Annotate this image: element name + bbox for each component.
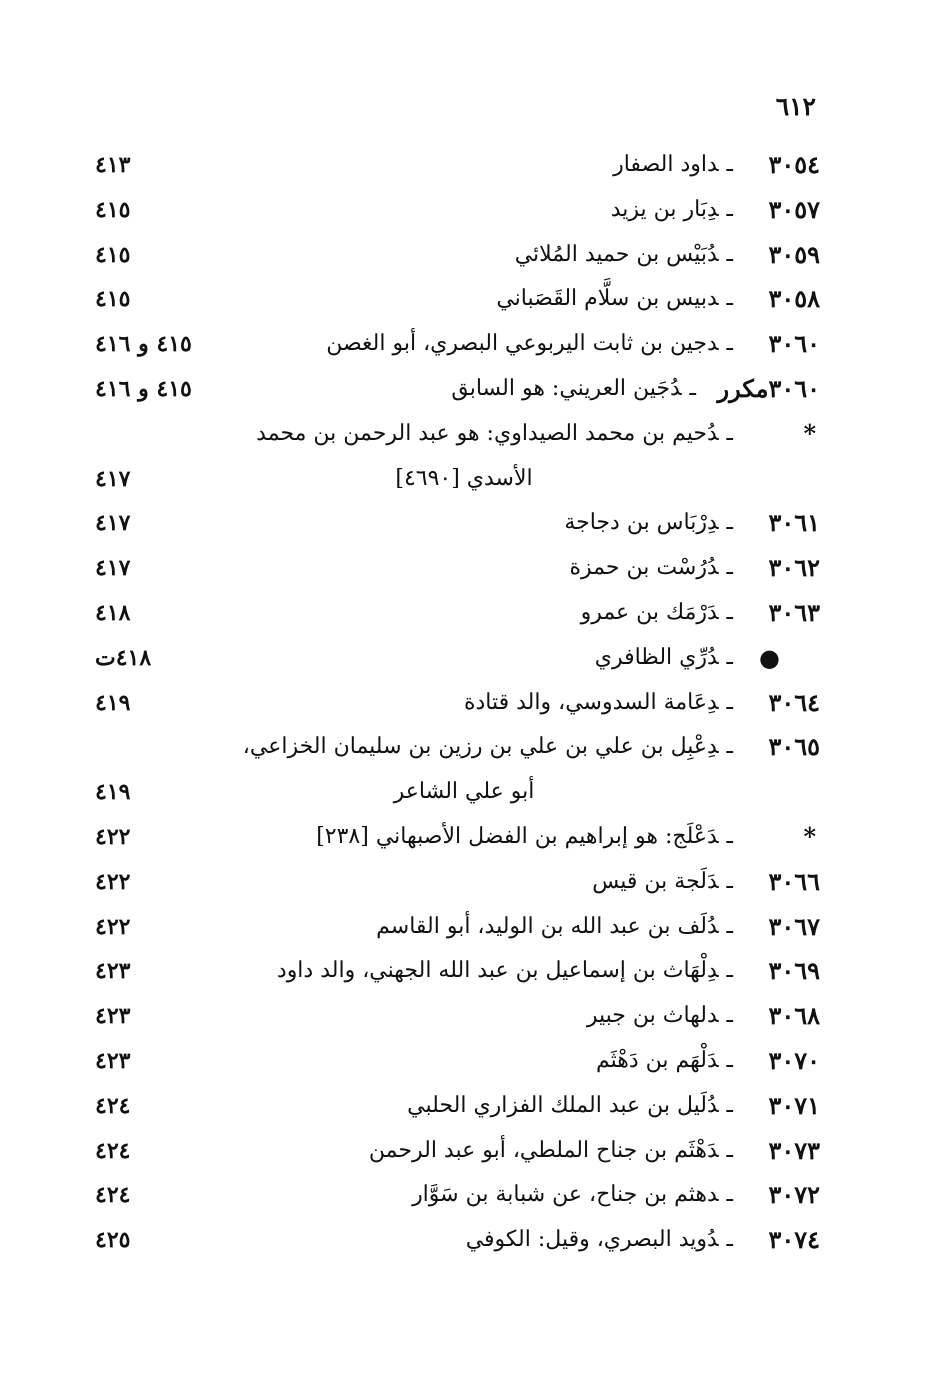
- entry-code: ٣٠٦٦: [768, 866, 820, 896]
- entry-pages: ٤٢٤: [95, 1137, 131, 1164]
- list-item: [0, 860, 928, 905]
- entry-code: ٣٠٦٢: [768, 553, 820, 583]
- entry-text: دجين بن ثابت اليربوعي البصري، أبو الغصن: [326, 331, 719, 357]
- entry-dash: ـ: [726, 196, 733, 222]
- entry-text: دُرِّي الظافري: [594, 644, 719, 670]
- entry-text: دِرْبَاس بن دجاجة: [564, 510, 719, 536]
- entry-text: دُجَين العريني: هو السابق: [451, 375, 682, 401]
- list-item: [0, 905, 928, 950]
- entry-pages: ٤٢٤: [95, 1182, 131, 1209]
- list-item: [0, 994, 928, 1039]
- entry-dash: ـ: [726, 555, 733, 581]
- entry-code: ٣٠٦٨: [768, 1001, 820, 1031]
- entry-pages: ٤٢٤: [95, 1092, 131, 1119]
- entry-text: أبو علي الشاعر: [393, 779, 535, 805]
- entry-dash: ـ: [726, 868, 733, 894]
- list-item: [0, 277, 928, 322]
- entry-text: دَرْمَك بن عمرو: [580, 599, 719, 625]
- entry-text: دِعَامة السدوسي، والد قتادة: [463, 689, 719, 715]
- entry-dash: ـ: [726, 1047, 733, 1073]
- list-item-continuation: [0, 770, 928, 815]
- list-item: [0, 233, 928, 278]
- list-item: [0, 546, 928, 591]
- entry-pages: ٤١٥: [95, 241, 131, 268]
- entry-code: ٣٠٥٤: [768, 150, 820, 179]
- entry-dash: ـ: [726, 689, 733, 715]
- entry-code: ٣٠٦٧: [768, 911, 820, 941]
- entry-code: ٣٠٦٤: [768, 687, 820, 717]
- list-item: [0, 501, 928, 546]
- entry-code: ٣٠٦٠مكرر: [717, 373, 820, 403]
- entry-dash: ـ: [726, 823, 733, 849]
- entry-dash: ـ: [726, 913, 733, 939]
- entry-pages: ٤٢٣: [95, 1047, 131, 1074]
- entry-pages: ٤١٨ت: [95, 644, 152, 671]
- entry-text: دِلْهَاث بن إسماعيل بن عبد الله الجهني، والد داود: [276, 958, 719, 984]
- list-item: [0, 949, 928, 994]
- list-item: [0, 681, 928, 726]
- list-item: [0, 188, 928, 233]
- entry-pages: ٤٢٢: [95, 913, 131, 940]
- entry-pages: ٤١٩: [95, 779, 131, 806]
- entry-pages: ٤١٣: [95, 152, 131, 178]
- entry-pages: ٤٢٢: [95, 868, 131, 895]
- list-item: [0, 1129, 928, 1174]
- entry-code: ٣٠٦١: [768, 508, 820, 538]
- page-number: ٦١٢: [775, 92, 816, 121]
- list-item: [0, 725, 928, 770]
- entry-text: دُويد البصري، وقيل: الكوفي: [465, 1227, 719, 1253]
- entry-text: دُحيم بن محمد الصيداوي: هو عبد الرحمن بن محمد: [256, 420, 719, 446]
- entry-text: دَهْثَم بن جناح الملطي، أبو عبد الرحمن: [368, 1137, 719, 1163]
- entry-text: دُرُسْت بن حمزة: [569, 555, 719, 581]
- entry-pages: ٤١٨: [95, 599, 131, 626]
- entry-code: ٣٠٧٤: [768, 1225, 820, 1255]
- entry-dash: ـ: [726, 1092, 733, 1118]
- entry-code: ٣٠٦٣: [768, 597, 820, 627]
- entry-code: ٣٠٦٥: [768, 732, 820, 762]
- entry-pages: ٤٢٣: [95, 1003, 131, 1030]
- entry-text: دِعْبِل بن علي بن علي بن رزين بن سليمان الخزاعي،: [242, 734, 719, 760]
- asterisk-icon: *: [803, 418, 816, 448]
- entry-dash: ـ: [726, 152, 733, 177]
- entry-text: داود الصفار: [613, 152, 719, 177]
- entry-dash: ـ: [726, 644, 733, 670]
- list-item: [0, 322, 928, 367]
- entry-dash: ـ: [726, 241, 733, 267]
- entry-text: دلهاث بن جبير: [586, 1003, 719, 1029]
- index-list: [0, 143, 928, 1263]
- entry-code: ٣٠٧٢: [768, 1180, 820, 1210]
- entry-code: ٣٠٥٧: [768, 194, 820, 224]
- entry-text: دبيس بن سلَّام القَصَباني: [496, 286, 719, 312]
- entry-dash: ـ: [689, 375, 696, 401]
- entry-pages: ٤١٥: [95, 286, 131, 313]
- list-item: [0, 591, 928, 636]
- entry-pages: ٤١٥ و ٤١٦: [95, 375, 192, 402]
- entry-code: ٣٠٧٣: [768, 1135, 820, 1165]
- entry-code: ٣٠٦٠: [768, 329, 820, 359]
- list-item: [0, 1173, 928, 1218]
- list-item: [0, 815, 928, 860]
- entry-dash: ـ: [726, 958, 733, 984]
- entry-dash: ـ: [726, 1182, 733, 1208]
- list-item-continuation: [0, 457, 928, 502]
- bullet-icon: ●: [759, 642, 780, 672]
- entry-pages: ٤٢٣: [95, 958, 131, 985]
- entry-text: دهثم بن جناح، عن شبابة بن سَوَّار: [412, 1182, 719, 1208]
- entry-text: دُبَيْس بن حميد المُلائي: [514, 241, 719, 267]
- list-item: [0, 1218, 928, 1263]
- entry-dash: ـ: [726, 1137, 733, 1163]
- entry-text: دَعْلَج: هو إبراهيم بن الفضل الأصبهاني [٢٣٨]: [316, 823, 719, 849]
- list-item: [0, 636, 928, 681]
- entry-pages: ٤٢٢: [95, 823, 131, 850]
- entry-code: ٣٠٧١: [768, 1090, 820, 1120]
- asterisk-icon: *: [803, 821, 816, 851]
- entry-text: دِبَار بن يزيد: [610, 196, 719, 222]
- entry-code: ٣٠٥٩: [768, 239, 820, 269]
- entry-dash: ـ: [726, 734, 733, 760]
- entry-code: ٣٠٧٠: [768, 1045, 820, 1075]
- entry-pages: ٤١٩: [95, 689, 131, 716]
- entry-dash: ـ: [726, 286, 733, 312]
- entry-dash: ـ: [726, 1003, 733, 1029]
- list-item: [0, 1039, 928, 1084]
- entry-dash: ـ: [726, 599, 733, 625]
- entry-dash: ـ: [726, 420, 733, 446]
- entry-pages: ٤٢٥: [95, 1227, 131, 1254]
- entry-pages: ٤١٥: [95, 196, 131, 223]
- entry-text: دَلَجة بن قيس: [592, 868, 719, 894]
- entry-dash: ـ: [726, 510, 733, 536]
- entry-code: ٣٠٦٩: [768, 956, 820, 986]
- entry-pages: ٤١٧: [95, 465, 131, 492]
- entry-text: الأسدي [٤٦٩٠]: [395, 465, 533, 491]
- entry-text: دُلَيل بن عبد الملك الفزاري الحلبي: [407, 1092, 719, 1118]
- entry-pages: ٤١٧: [95, 555, 131, 582]
- entry-pages: ٤١٥ و ٤١٦: [95, 331, 192, 358]
- entry-dash: ـ: [726, 1227, 733, 1253]
- entry-text: دَلْهَم بن دَهْثَم: [595, 1047, 719, 1073]
- list-item: [0, 143, 928, 188]
- entry-pages: ٤١٧: [95, 510, 131, 537]
- list-item: [0, 412, 928, 457]
- entry-code: ٣٠٥٨: [768, 284, 820, 314]
- entry-dash: ـ: [726, 331, 733, 357]
- list-item: [0, 367, 928, 412]
- entry-text: دُلَف بن عبد الله بن الوليد، أبو القاسم: [376, 913, 719, 939]
- list-item: [0, 1084, 928, 1129]
